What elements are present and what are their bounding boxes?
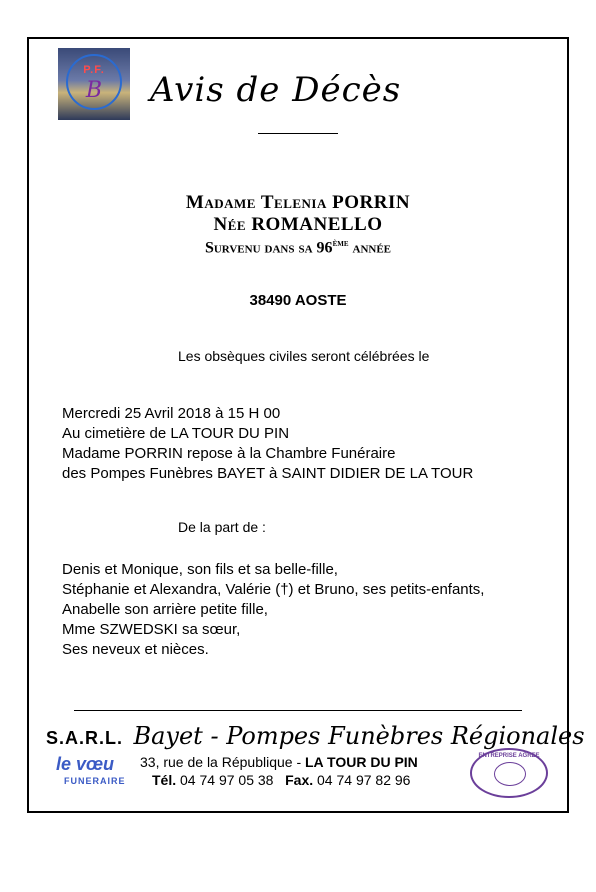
ceremony-details	[62, 404, 473, 484]
family-list	[62, 560, 484, 660]
age-superscript: ème	[332, 238, 349, 249]
company-name	[46, 722, 585, 750]
logo-funeraire-text: FUNERAIRE	[64, 776, 126, 786]
age-suffix: année	[348, 239, 392, 257]
family-line: Stéphanie et Alexandra, Valérie (†) et Bruno, ses petits-enfants,	[62, 581, 485, 598]
company-phones	[152, 772, 410, 788]
address-street: 33, rue de la République -	[140, 754, 305, 770]
family-line: Anabelle son arrière petite fille,	[62, 601, 268, 618]
ceremony-line: des Pompes Funèbres BAYET à SAINT DIDIER DE LA TOUR	[62, 465, 474, 482]
page-title: Avis de Décès	[150, 70, 402, 110]
address-city: LA TOUR DU PIN	[305, 754, 418, 770]
deceased-name: Madame Telenia PORRIN	[185, 192, 411, 213]
deceased-age	[27, 238, 569, 257]
fax-label: Fax.	[285, 772, 314, 788]
family-intro: De la part de :	[178, 519, 266, 535]
ceremony-intro: Les obsèques civiles seront célébrées le	[178, 348, 430, 364]
tel-label: Tél.	[152, 772, 177, 788]
ceremony-line: Au cimetière de LA TOUR DU PIN	[62, 425, 290, 442]
ceremony-line: Madame PORRIN repose à la Chambre Funéraire	[62, 445, 396, 462]
family-line: Mme SZWEDSKI sa sœur,	[62, 621, 241, 638]
company-address	[140, 754, 418, 770]
le-voeu-funeraire-logo	[50, 752, 130, 796]
deceased-city: 38490 AOSTE	[249, 292, 347, 309]
company-brand: Bayet - Pompes Funèbres Régionales	[133, 722, 585, 750]
pf-b-logo	[58, 48, 130, 120]
title-divider	[258, 133, 338, 134]
family-line: Denis et Monique, son fils et sa belle-fille,	[62, 561, 338, 578]
age-prefix: Survenu dans sa 96	[204, 239, 333, 257]
logo-voeu-text: le vœu	[56, 754, 115, 774]
deceased-maiden-name: Née ROMANELLO	[213, 214, 383, 235]
footer-divider	[74, 710, 522, 711]
ceremony-line: Mercredi 25 Avril 2018 à 15 H 00	[62, 405, 281, 422]
logo-agree-inner	[494, 762, 526, 786]
fax-number: 04 74 97 82 96	[317, 772, 411, 788]
logo-agree-text: ENTREPRISE AGREE	[478, 753, 540, 759]
logo-b-letter: B	[85, 78, 103, 103]
family-line: Ses neveux et nièces.	[62, 641, 209, 658]
entreprise-agree-logo	[470, 748, 548, 798]
logo-pf-text: P.F.	[83, 64, 105, 76]
tel-number: 04 74 97 05 38	[180, 772, 274, 788]
company-sarl: S.A.R.L.	[46, 728, 124, 748]
